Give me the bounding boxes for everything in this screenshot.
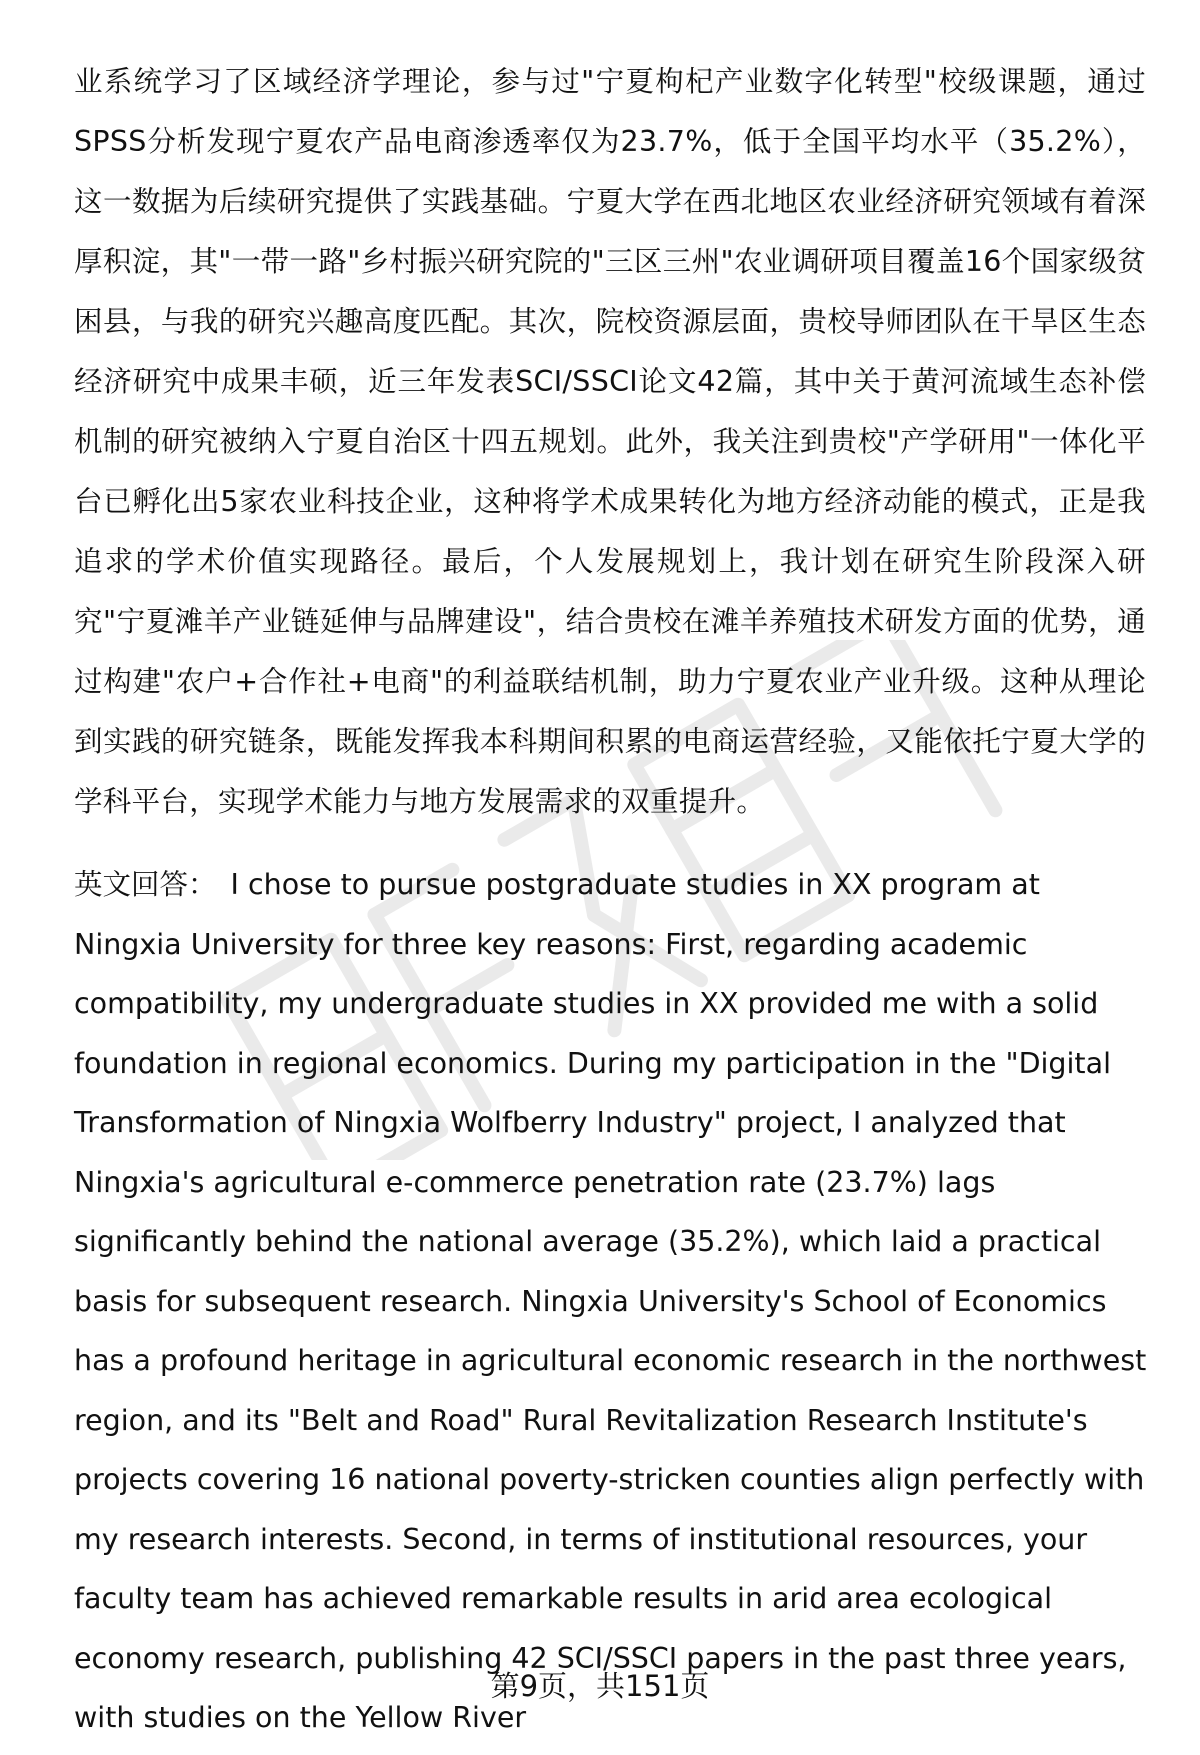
english-answer-text: I chose to pursue postgraduate studies in XX program at Ningxia University for three key reasons: First, regarding academic compatibility, my undergraduate studies in XX provided me with a solid foundation in regional economics. During my participation in the "Digital Transformation of Ningxia Wolfberry Industry" project, I analyzed that Ningxia's agricultural e-commerce penetration rate (23.7%) lags significantly behind the national average (35.2%), which laid a practical basis for subsequent research. Ningxia University's School of Economics has a profound heritage in agricultural economic research in the northwest region, and its "Belt and Road" Rural Revitalization Research Institute's projects covering 16 national poverty-stricken counties align perfectly with my research interests. Second, in terms of institutional resources, your faculty team has achieved remarkable results in arid area ecological economy research, publishing 42 SCI/SSCI papers in the past three years, with studies on the Yellow River [74,868,1147,1734]
page-number-footer: 第9页，共151页 [490,1669,710,1703]
chinese-answer-paragraph: 业系统学习了区域经济学理论，参与过"宁夏枸杞产业数字化转型"校级课题，通过SPSS分析发现宁夏农产品电商渗透率仅为23.7%，低于全国平均水平（35.2%），这一数据为后续研究提供了实践基础。宁夏大学在西北地区农业经济研究领域有着深厚积淀，其"一带一路"乡村振兴研究院的"三区三州"农业调研项目覆盖16个国家级贫困县，与我的研究兴趣高度匹配。其次，院校资源层面，贵校导师团队在干旱区生态经济研究中成果丰硕，近三年发表SCI/SSCI论文42篇，其中关于黄河流域生态补偿机制的研究被纳入宁夏自治区十四五规划。此外，我关注到贵校"产学研用"一体化平台已孵化出5家农业科技企业，这种将学术成果转化为地方经济动能的模式，正是我追求的学术价值实现路径。最后，个人发展规划上，我计划在研究生阶段深入研究"宁夏滩羊产业链延伸与品牌建设"，结合贵校在滩羊养殖技术研发方面的优势，通过构建"农户+合作社+电商"的利益联结机制，助力宁夏农业产业升级。这种从理论到实践的研究链条，既能发挥我本科期间积累的电商运营经验，又能依托宁夏大学的学科平台，实现学术能力与地方发展需求的双重提升。 [74,65,1146,818]
english-answer-paragraph [74,855,1154,1748]
english-answer-label: 英文回答： [74,868,217,901]
